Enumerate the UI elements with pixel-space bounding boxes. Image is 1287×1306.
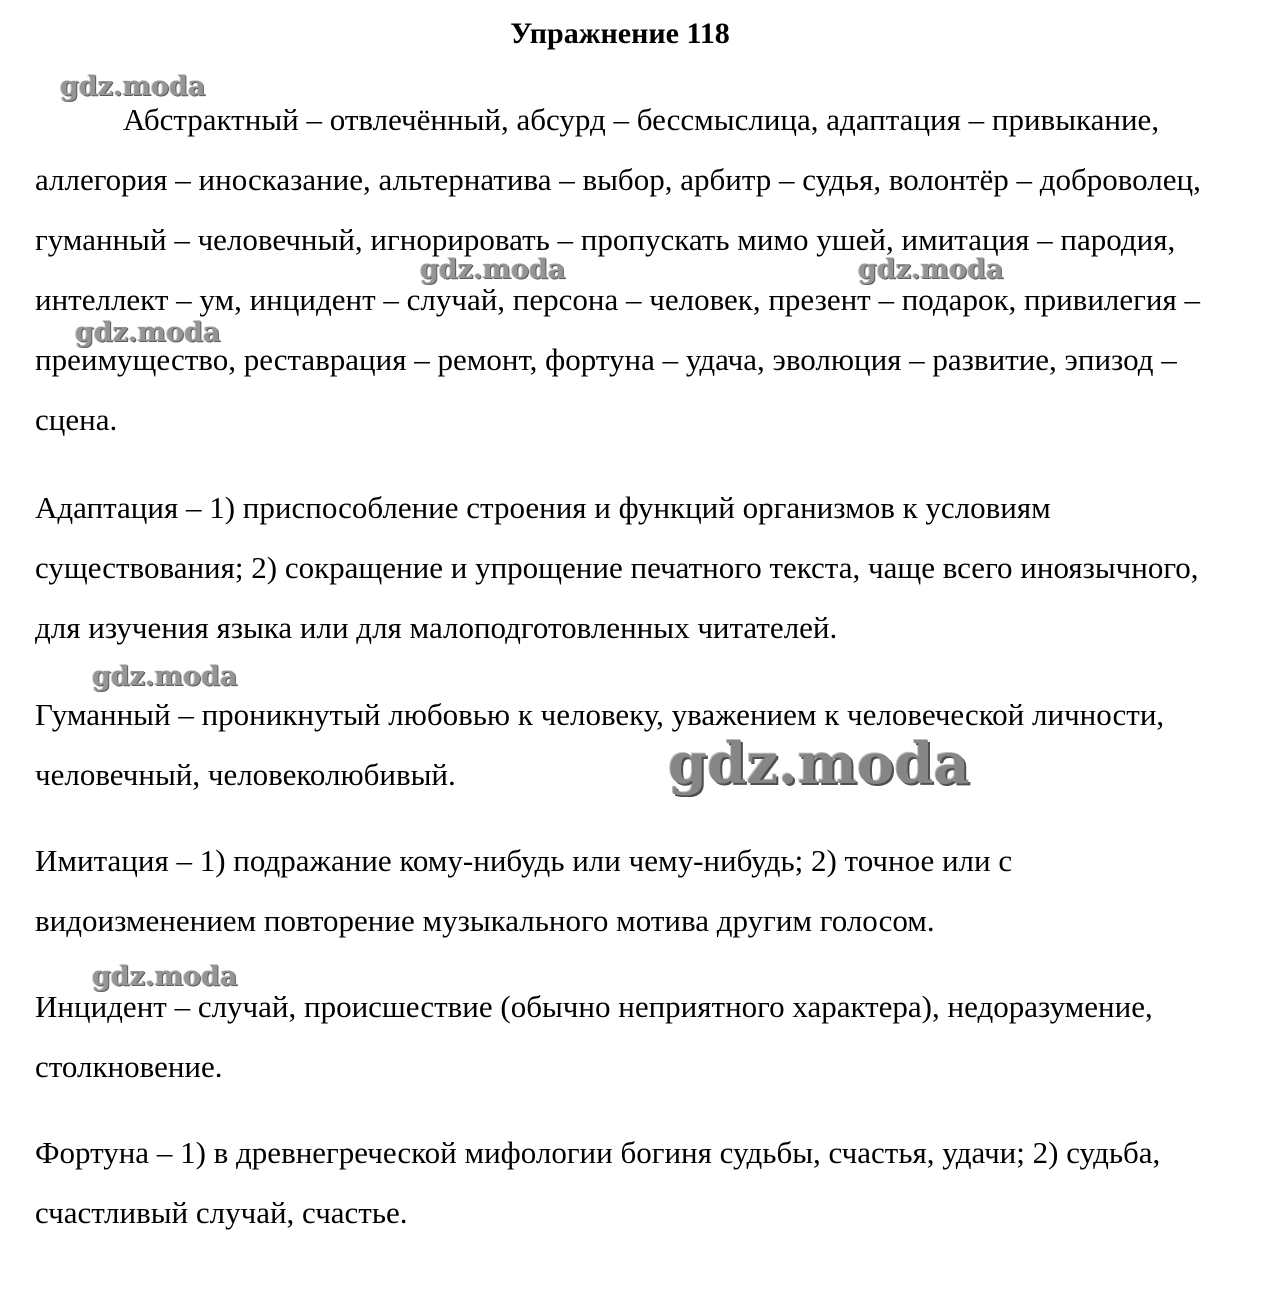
watermark-logo-large: gdz.moda — [668, 731, 970, 797]
definition-incident: Инцидент – случай, происшествие (обычно неприятного характера), недоразумение, столкновение. — [35, 989, 1153, 1084]
watermark-logo: gdz.moda — [92, 961, 238, 992]
watermark-logo: gdz.moda — [858, 254, 1004, 285]
definition-fortune: Фортуна – 1) в древнегреческой мифологии богиня судьбы, счастья, удачи; 2) судьба, счастливый случай, счастье. — [35, 1135, 1161, 1230]
watermark-logo: gdz.moda — [75, 317, 221, 348]
watermark-logo: gdz.moda — [92, 661, 238, 692]
definition-imitation: Имитация – 1) подражание кому-нибудь или чему-нибудь; 2) точное или с видоизменением повторение музыкального мотива другим голосом. — [35, 843, 1013, 938]
watermark-logo: gdz.moda — [420, 254, 566, 285]
watermark-logo: gdz.moda — [60, 71, 206, 102]
exercise-title: Упражнение 118 — [510, 17, 730, 50]
synonyms-paragraph: Абстрактный – отвлечённый, абсурд – бессмыслица, адаптация – привыкание, аллегория – иносказание, альтернатива – выбор, арбитр – судья, волонтёр – доброволец, гуманный – человечный, игнорировать – пропускать мимо ушей, имитация – пародия, интеллект – ум, инцидент – случай, персона – человек, презент – подарок, привилегия – преимущество, реставрация – ремонт, фортуна – удача, эволюция – развитие, эпизод – сцена. — [35, 102, 1201, 437]
definition-humane: Гуманный – проникнутый любовью к человеку, уважением к человеческой личности, человечный, человеколюбивый. — [35, 697, 1165, 792]
definition-adaptation: Адаптация – 1) приспособление строения и функций организмов к условиям существования; 2) сокращение и упрощение печатного текста, чаще всего иноязычного, для изучения языка или для малоподготовленных читателей. — [35, 490, 1199, 645]
